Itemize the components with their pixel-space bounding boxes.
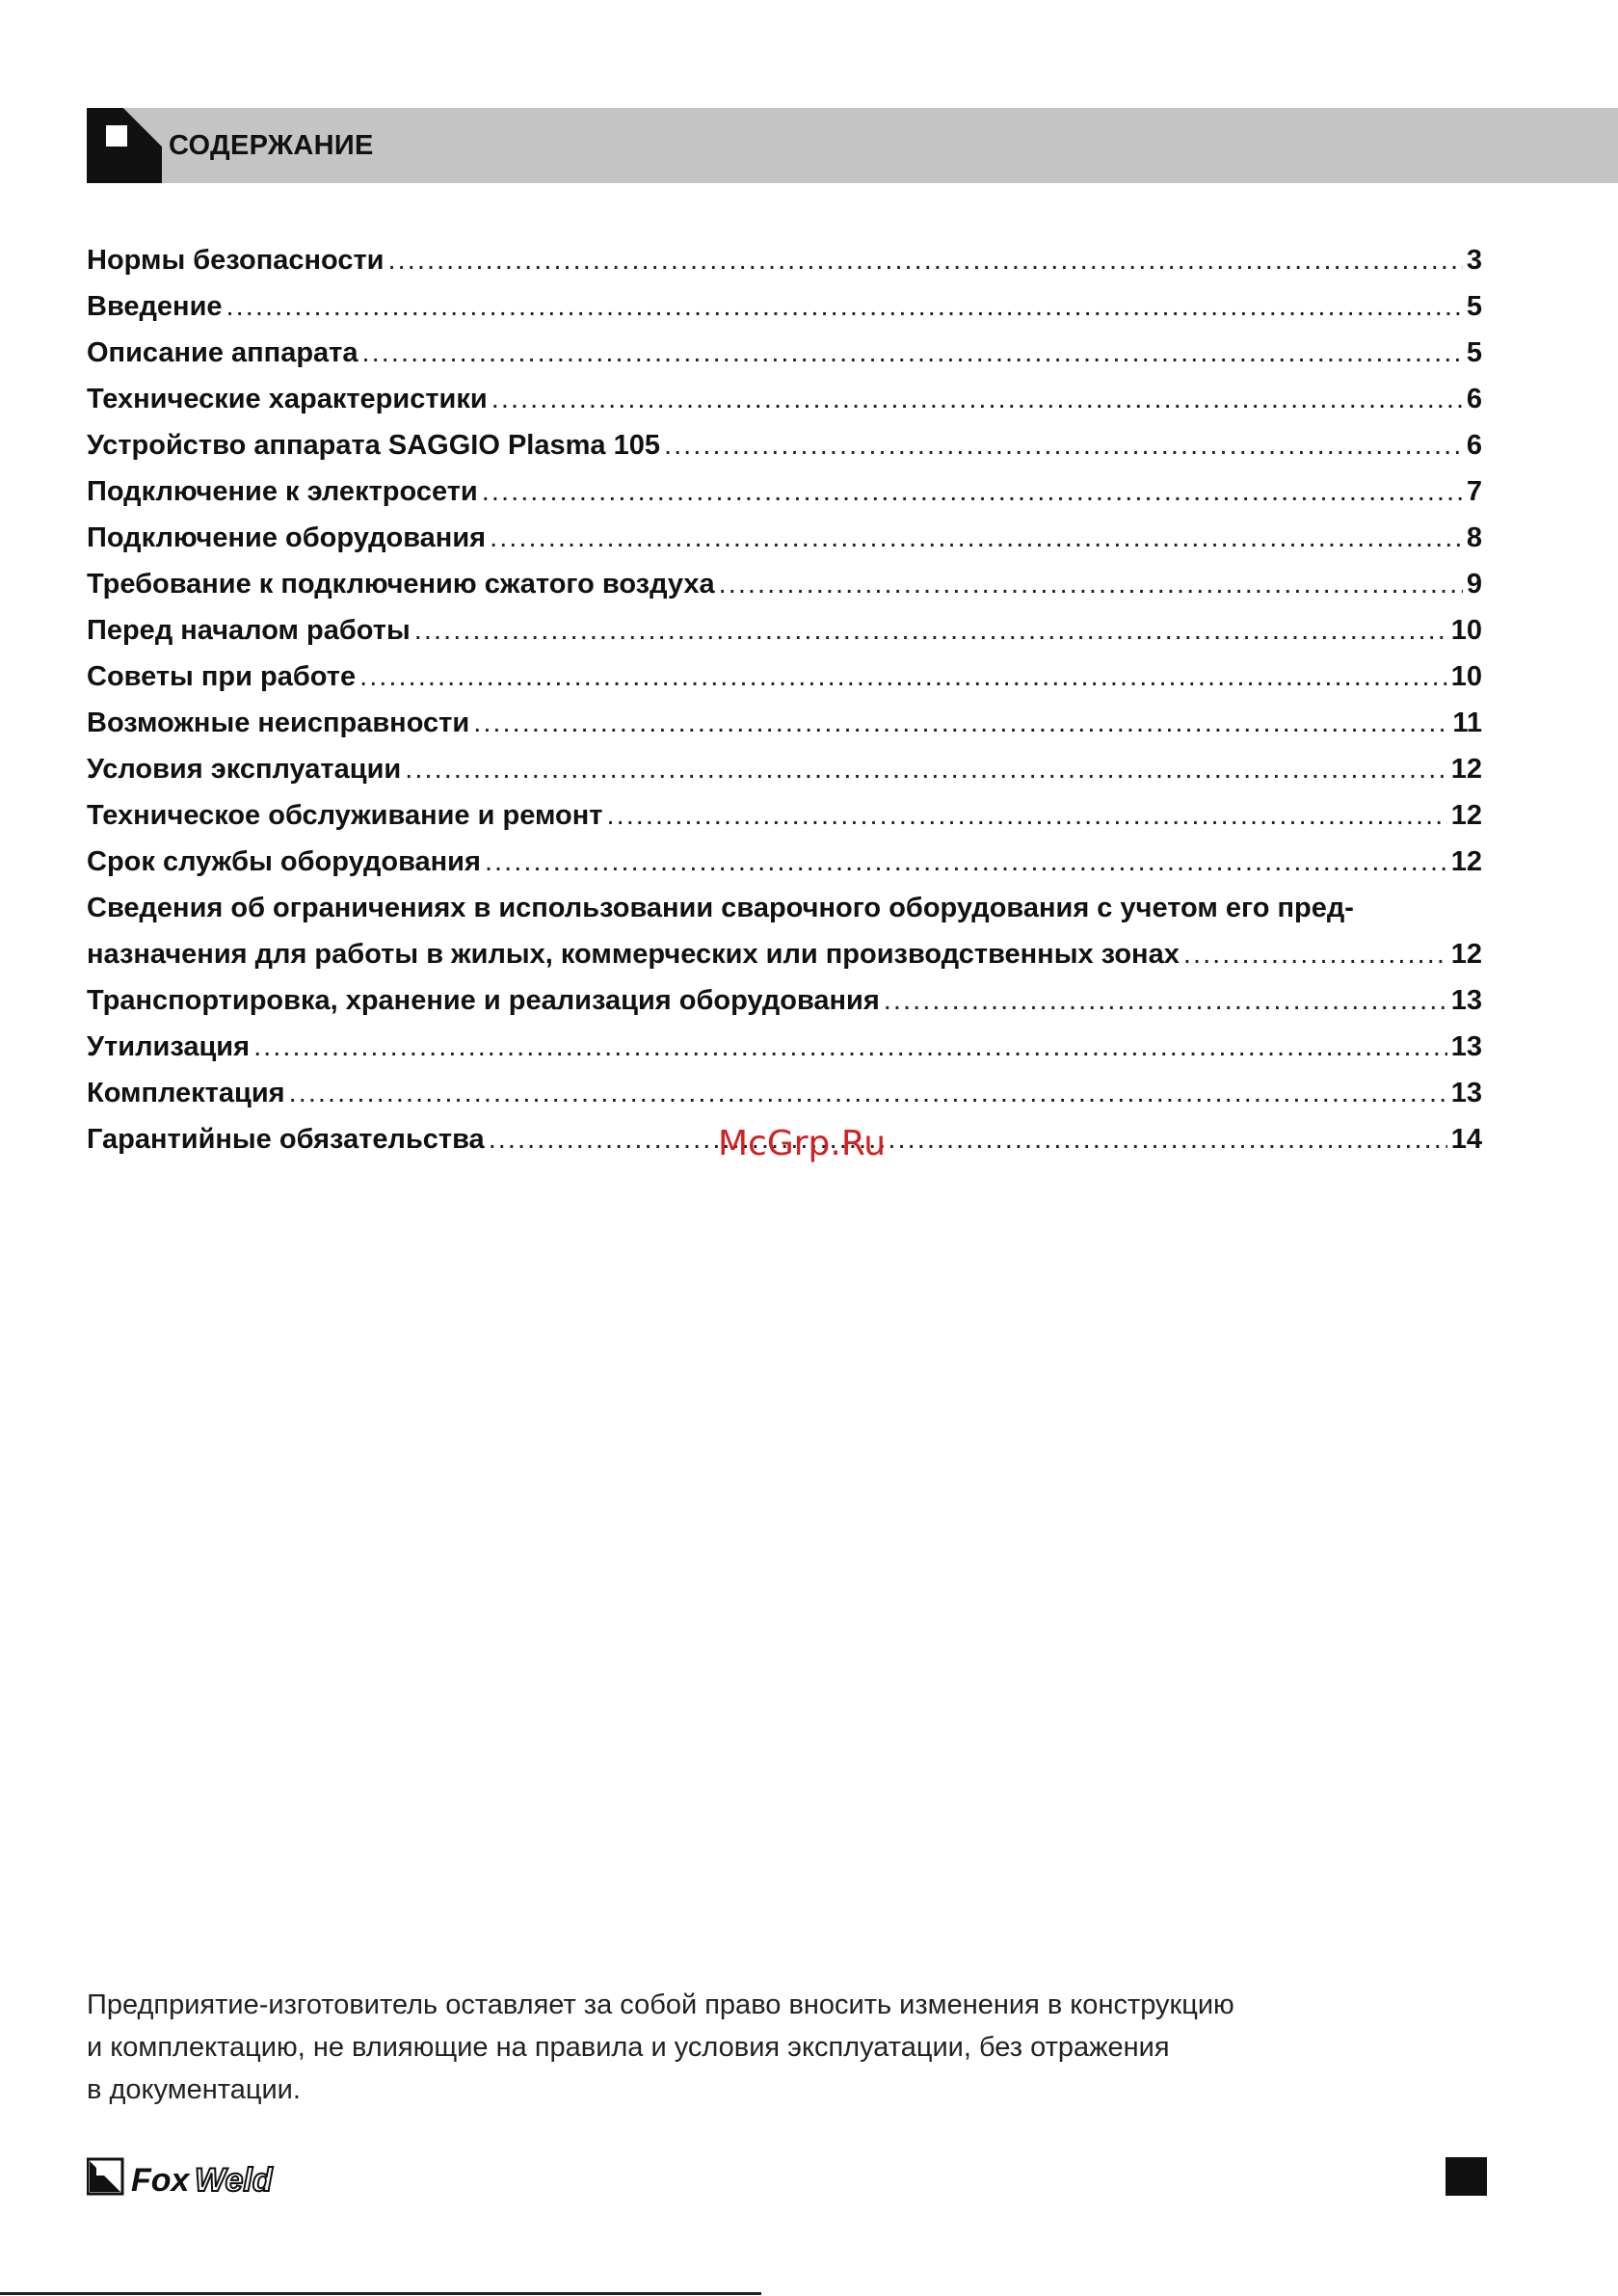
toc-entry-page: 13 (1450, 1031, 1482, 1062)
toc-entry-title: Нормы безопасности (87, 245, 385, 276)
header-corner-icon (87, 108, 164, 183)
toc-entry[interactable] (87, 977, 1482, 1024)
foxweld-logo-icon (87, 2155, 395, 2200)
toc-entry-title: назначения для работы в жилых, коммерческих или производственных зонах (87, 939, 1180, 970)
toc-entry-page: 8 (1466, 522, 1482, 553)
page-title: СОДЕРЖАНИЕ (169, 130, 374, 161)
toc-entry[interactable] (87, 330, 1482, 376)
note-line: Предприятие-изготовитель оставляет за собой право вносить изменения в конструкцию (87, 1989, 1234, 2020)
toc-entry-title: Требование к подключению сжатого воздуха (87, 569, 715, 600)
manufacturer-note (87, 1984, 1436, 2111)
toc-entry-title: Устройство аппарата SAGGIO Plasma 105 (87, 430, 660, 461)
toc-entry-title: Гарантийные обязательства (87, 1124, 485, 1155)
toc-entry-title: Техническое обслуживание и ремонт (87, 800, 603, 831)
toc-entry-title: Технические характеристики (87, 384, 488, 414)
toc-entry[interactable] (87, 607, 1482, 654)
toc-dot-leader (226, 283, 1463, 330)
toc-entry-page: 3 (1466, 245, 1482, 276)
toc-dot-leader (362, 330, 1463, 376)
toc-entry-page: 12 (1450, 800, 1482, 831)
toc-dot-leader (388, 237, 1463, 283)
toc-entry-title: Срок службы оборудования (87, 846, 481, 877)
toc-entry-line-1[interactable] (87, 885, 1482, 931)
note-line: в документации. (87, 2074, 301, 2105)
toc-dot-leader (473, 700, 1448, 746)
toc-entry-page: 12 (1450, 846, 1482, 877)
toc-entry-title: Описание аппарата (87, 337, 358, 368)
toc-entry-title: Советы при работе (87, 661, 357, 692)
toc-entry[interactable] (87, 515, 1482, 561)
toc-entry[interactable] (87, 654, 1482, 700)
table-of-contents (87, 237, 1482, 1162)
toc-entry[interactable] (87, 792, 1482, 839)
toc-entry[interactable] (87, 839, 1482, 885)
toc-dot-leader (490, 515, 1463, 561)
toc-dot-leader (405, 746, 1446, 792)
note-line: и комплектацию, не влияющие на правила и условия эксплуатации, без отражения (87, 2032, 1170, 2063)
toc-entry-title: Перед началом работы (87, 615, 411, 646)
toc-entry-page: 6 (1466, 430, 1482, 461)
toc-dot-leader (491, 376, 1463, 422)
svg-text:Weld: Weld (195, 2162, 273, 2199)
toc-dot-leader (664, 422, 1463, 468)
toc-entry[interactable] (87, 931, 1482, 977)
toc-dot-leader (489, 1116, 1447, 1162)
toc-dot-leader (485, 839, 1447, 885)
toc-entry-page: 10 (1450, 615, 1482, 646)
toc-dot-leader (1183, 931, 1447, 977)
toc-entry-page: 12 (1450, 939, 1482, 970)
toc-entry-page: 11 (1452, 707, 1482, 738)
toc-entry-page: 7 (1466, 476, 1482, 507)
toc-entry[interactable] (87, 746, 1482, 792)
toc-entry[interactable] (87, 1024, 1482, 1070)
toc-entry-page: 10 (1450, 661, 1482, 692)
toc-entry-title: Условия эксплуатации (87, 754, 402, 785)
toc-entry-page: 6 (1466, 384, 1482, 414)
toc-entry-page: 13 (1450, 985, 1482, 1016)
divider (0, 2292, 761, 2295)
toc-entry-page: 14 (1450, 1124, 1482, 1155)
watermark: McGrp.Ru (718, 1124, 887, 1163)
toc-entry[interactable] (87, 1070, 1482, 1116)
toc-entry-page: 13 (1450, 1078, 1482, 1108)
toc-entry[interactable] (87, 561, 1482, 607)
toc-dot-leader (884, 977, 1447, 1024)
toc-entry[interactable] (87, 376, 1482, 422)
toc-entry-title: Подключение оборудования (87, 522, 487, 553)
svg-text:Fox: Fox (131, 2162, 190, 2199)
toc-entry-page: 12 (1450, 754, 1482, 785)
toc-entry-page: 5 (1466, 291, 1482, 322)
toc-entry-title: Подключение к электросети (87, 476, 478, 507)
toc-entry-page: 5 (1466, 337, 1482, 368)
toc-entry-title: Утилизация (87, 1031, 251, 1062)
toc-dot-leader (606, 792, 1446, 839)
page-marker (1446, 2157, 1487, 2196)
toc-entry[interactable] (87, 700, 1482, 746)
toc-entry-title: Сведения об ограничениях в использовании сварочного оборудования с учетом его пред- (87, 893, 1354, 923)
toc-dot-leader (253, 1024, 1447, 1070)
toc-entry[interactable] (87, 468, 1482, 515)
toc-entry-title: Транспортировка, хранение и реализация оборудования (87, 985, 880, 1016)
toc-entry[interactable] (87, 237, 1482, 283)
toc-dot-leader (414, 607, 1447, 654)
toc-dot-leader (719, 561, 1463, 607)
toc-entry[interactable] (87, 422, 1482, 468)
toc-entry-title: Введение (87, 291, 223, 322)
toc-entry-page: 9 (1466, 569, 1482, 600)
toc-entry-title: Комплектация (87, 1078, 285, 1108)
toc-entry-title: Возможные неисправности (87, 707, 470, 738)
toc-entry[interactable] (87, 283, 1482, 330)
toc-dot-leader (482, 468, 1463, 515)
toc-dot-leader (359, 654, 1447, 700)
toc-dot-leader (289, 1070, 1447, 1116)
